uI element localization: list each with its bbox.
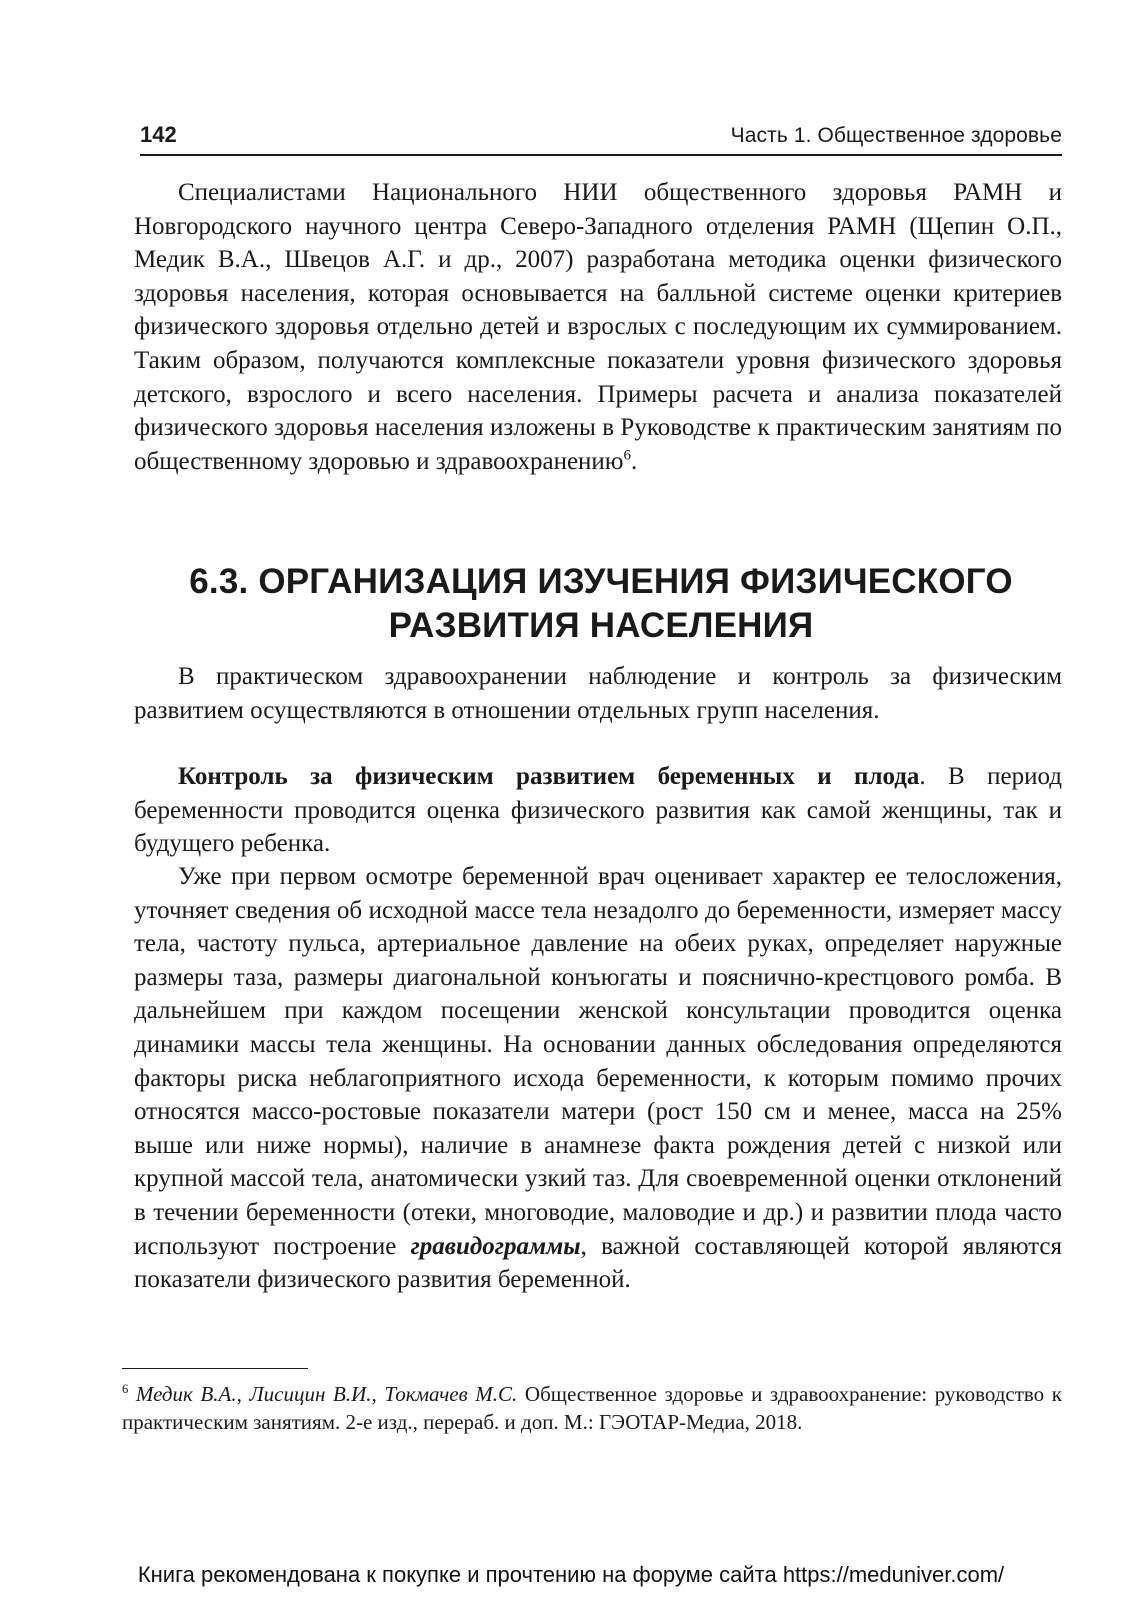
paragraph-lead-in: Контроль за физическим развитием беременных и плода (178, 763, 920, 790)
footnote (122, 1380, 1062, 1436)
paragraph-pregnancy-text: . В период беременности проводится оценка физического развития как самой женщины, так и будущего ребенка. (134, 763, 1062, 858)
page-number: 142 (140, 122, 177, 147)
running-header (140, 118, 1062, 156)
term-gravidogram: гравидограммы (410, 1232, 581, 1260)
footnote-text: Общественное здоровье и здравоохранение: руководство к практическим занятиям. 2-е изд., перераб. и доп. М.: ГЭОТАР-Медиа, 2018. (122, 1382, 1062, 1434)
section-heading-line1: 6.3. ОРГАНИЗАЦИЯ ИЗУЧЕНИЯ ФИЗИЧЕСКОГО (189, 562, 1013, 601)
paragraph-practice: В практическом здравоохранении наблюдение и контроль за физическим развитием осуществляются в отношении отдельных групп населения. (134, 663, 1062, 724)
section-heading-line2: РАЗВИТИЯ НАСЕЛЕНИЯ (388, 606, 814, 645)
intro-end: . (630, 447, 638, 475)
footnote-reference[interactable]: 6 (623, 447, 631, 464)
footnote-authors: Медик В.А., Лисицин В.И., Токмачев М.С. (135, 1382, 518, 1406)
intro-paragraph (134, 176, 1062, 478)
footnote-number: 6 (122, 1382, 129, 1396)
footnote-divider (122, 1368, 308, 1369)
site-banner[interactable]: Книга рекомендована к покупке и прочтению на форуме сайта https://meduniver.com/ (137, 1562, 1005, 1587)
part-title: Часть 1. Общественное здоровье (730, 124, 1062, 147)
paragraph-first-exam-text: Уже при первом осмотре беременной врач оценивает характер ее телосложения, уточняет сведения об исходной массе тела незадолго до беременности, измеряет массу тела, частоту пульса, артериальное давление на обеих руках, определяет наружные размеры таза, размеры диагональной конъюгаты и пояснично-крестцового ромба. В дальнейшем при каждом посещении женской консультации проводится оценка динамики массы тела женщины. На основании данных обследования определяются факторы риска неблагоприятного исхода беременности, к которым помимо прочих относятся массо-ростовые показатели матери (рост 150 см и менее, масса на 25% выше или ниже нормы), наличие в анамнезе факта рождения детей с низкой или крупной массой тела, анатомически узкий таз. Для своевременной оценки отклонений в течении беременности (отеки, многоводие, маловодие и др.) и развитии плода часто используют построение (134, 863, 1062, 1260)
section-heading (140, 560, 1062, 648)
paragraph-pregnancy-control (134, 760, 1062, 861)
paragraph-first-exam-end: , важной составляющей которой являются показатели физического развития беременной. (134, 1232, 1062, 1294)
paragraph-first-exam (134, 860, 1062, 1297)
intro-text: Специалистами Национального НИИ общественного здоровья РАМН и Новгородского научного центра Северо-Западного отделения РАМН (Щепин О.П., Медик В.А., Швецов А.Г. и др., 2007) разработана методика оценки физического здоровья населения, которая основывается на балльной системе оценки критериев физического здоровья отдельно детей и взрослых с последующим их суммированием. Таким образом, получаются комплексные показатели уровня физического здоровья детского, взрослого и всего населения. Примеры расчета и анализа показателей физического здоровья населения изложены в Руководстве к практическим занятиям по общественному здоровью и здравоохранению (134, 179, 1062, 475)
